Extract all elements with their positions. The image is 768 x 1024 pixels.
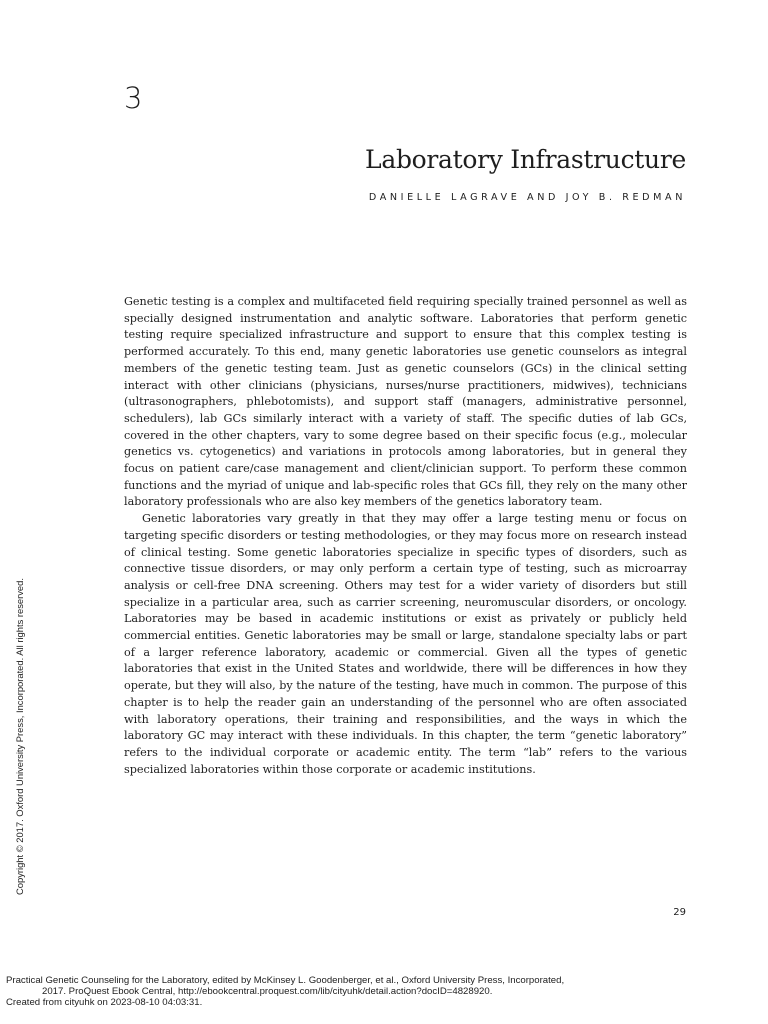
- chapter-body: [124, 294, 687, 778]
- side-copyright-notice: Copyright © 2017. Oxford University Press, Incorporated. All rights reserved.: [14, 578, 25, 895]
- chapter-number: 3: [124, 81, 143, 115]
- body-paragraph: Genetic testing is a complex and multifaceted field requiring specially trained personnel as well as specially designed instrumentation and analytic software. Laboratories that perform genetic testing require specialized infrastructure and support to ensure that this complex testing is performed accurately. To this end, many genetic laboratories use genetic counselors as integral members of the genetic testing team. Just as genetic counselors (GCs) in the clinical setting interact with other clinicians (physicians, nurses/nurse practitioners, midwives), technicians (ultrasonographers, phlebotomists), and support staff (managers, administrative personnel, schedulers), lab GCs similarly interact with a variety of staff. The specific duties of lab GCs, covered in the other chapters, vary to some degree based on their specific focus (e.g., molecular genetics vs. cytogenetics) and variations in protocols among laboratories, but in general they focus on patient care/case management and client/clinician support. To perform these common functions and the myriad of unique and lab-specific roles that GCs fill, they rely on the many other laboratory professionals who are also key members of the genetics laboratory team.: [124, 295, 687, 509]
- footer-line: Practical Genetic Counseling for the Laboratory, edited by McKinsey L. Goodenberger, et al., Oxford University Press, Incorporated,: [6, 975, 565, 986]
- chapter-title: Laboratory Infrastructure: [365, 145, 686, 174]
- citation-footer: [6, 975, 756, 1008]
- footer-line: Created from cityuhk on 2023-08-10 04:03:31.: [6, 997, 203, 1008]
- body-paragraph: Genetic laboratories vary greatly in that they may offer a large testing menu or focus on targeting specific disorders or testing methodologies, or they may focus more on research instead of clinical testing. Some genetic laboratories specialize in specific types of disorders, such as connective tissue disorders, or may only perform a certain type of testing, such as microarray analysis or cell-free DNA screening. Others may test for a wider variety of disorders but still specialize in a particular area, such as carrier screening, neuromuscular disorders, or oncology. Laboratories may be based in academic institutions or exist as privately or publicly held commercial entities. Genetic laboratories may be small or large, standalone specialty labs or part of a larger reference laboratory, academic or commercial. Given all the types of genetic laboratories that exist in the United States and worldwide, there will be differences in how they operate, but they will also, by the nature of the testing, have much in common. The purpose of this chapter is to help the reader gain an understanding of the personnel who are often associated with laboratory operations, their training and responsibilities, and the ways in which the laboratory GC may interact with these individuals. In this chapter, the term “genetic laboratory” refers to the individual corporate or academic entity. The term “lab” refers to the various specialized laboratories within those corporate or academic institutions.: [124, 512, 687, 776]
- chapter-authors: DANIELLE LAGRAVE AND JOY B. REDMAN: [368, 192, 686, 203]
- page-number: 29: [673, 907, 686, 918]
- footer-line: 2017. ProQuest Ebook Central, http://ebookcentral.proquest.com/lib/cityuhk/detail.action?docID=4828920.: [42, 986, 493, 997]
